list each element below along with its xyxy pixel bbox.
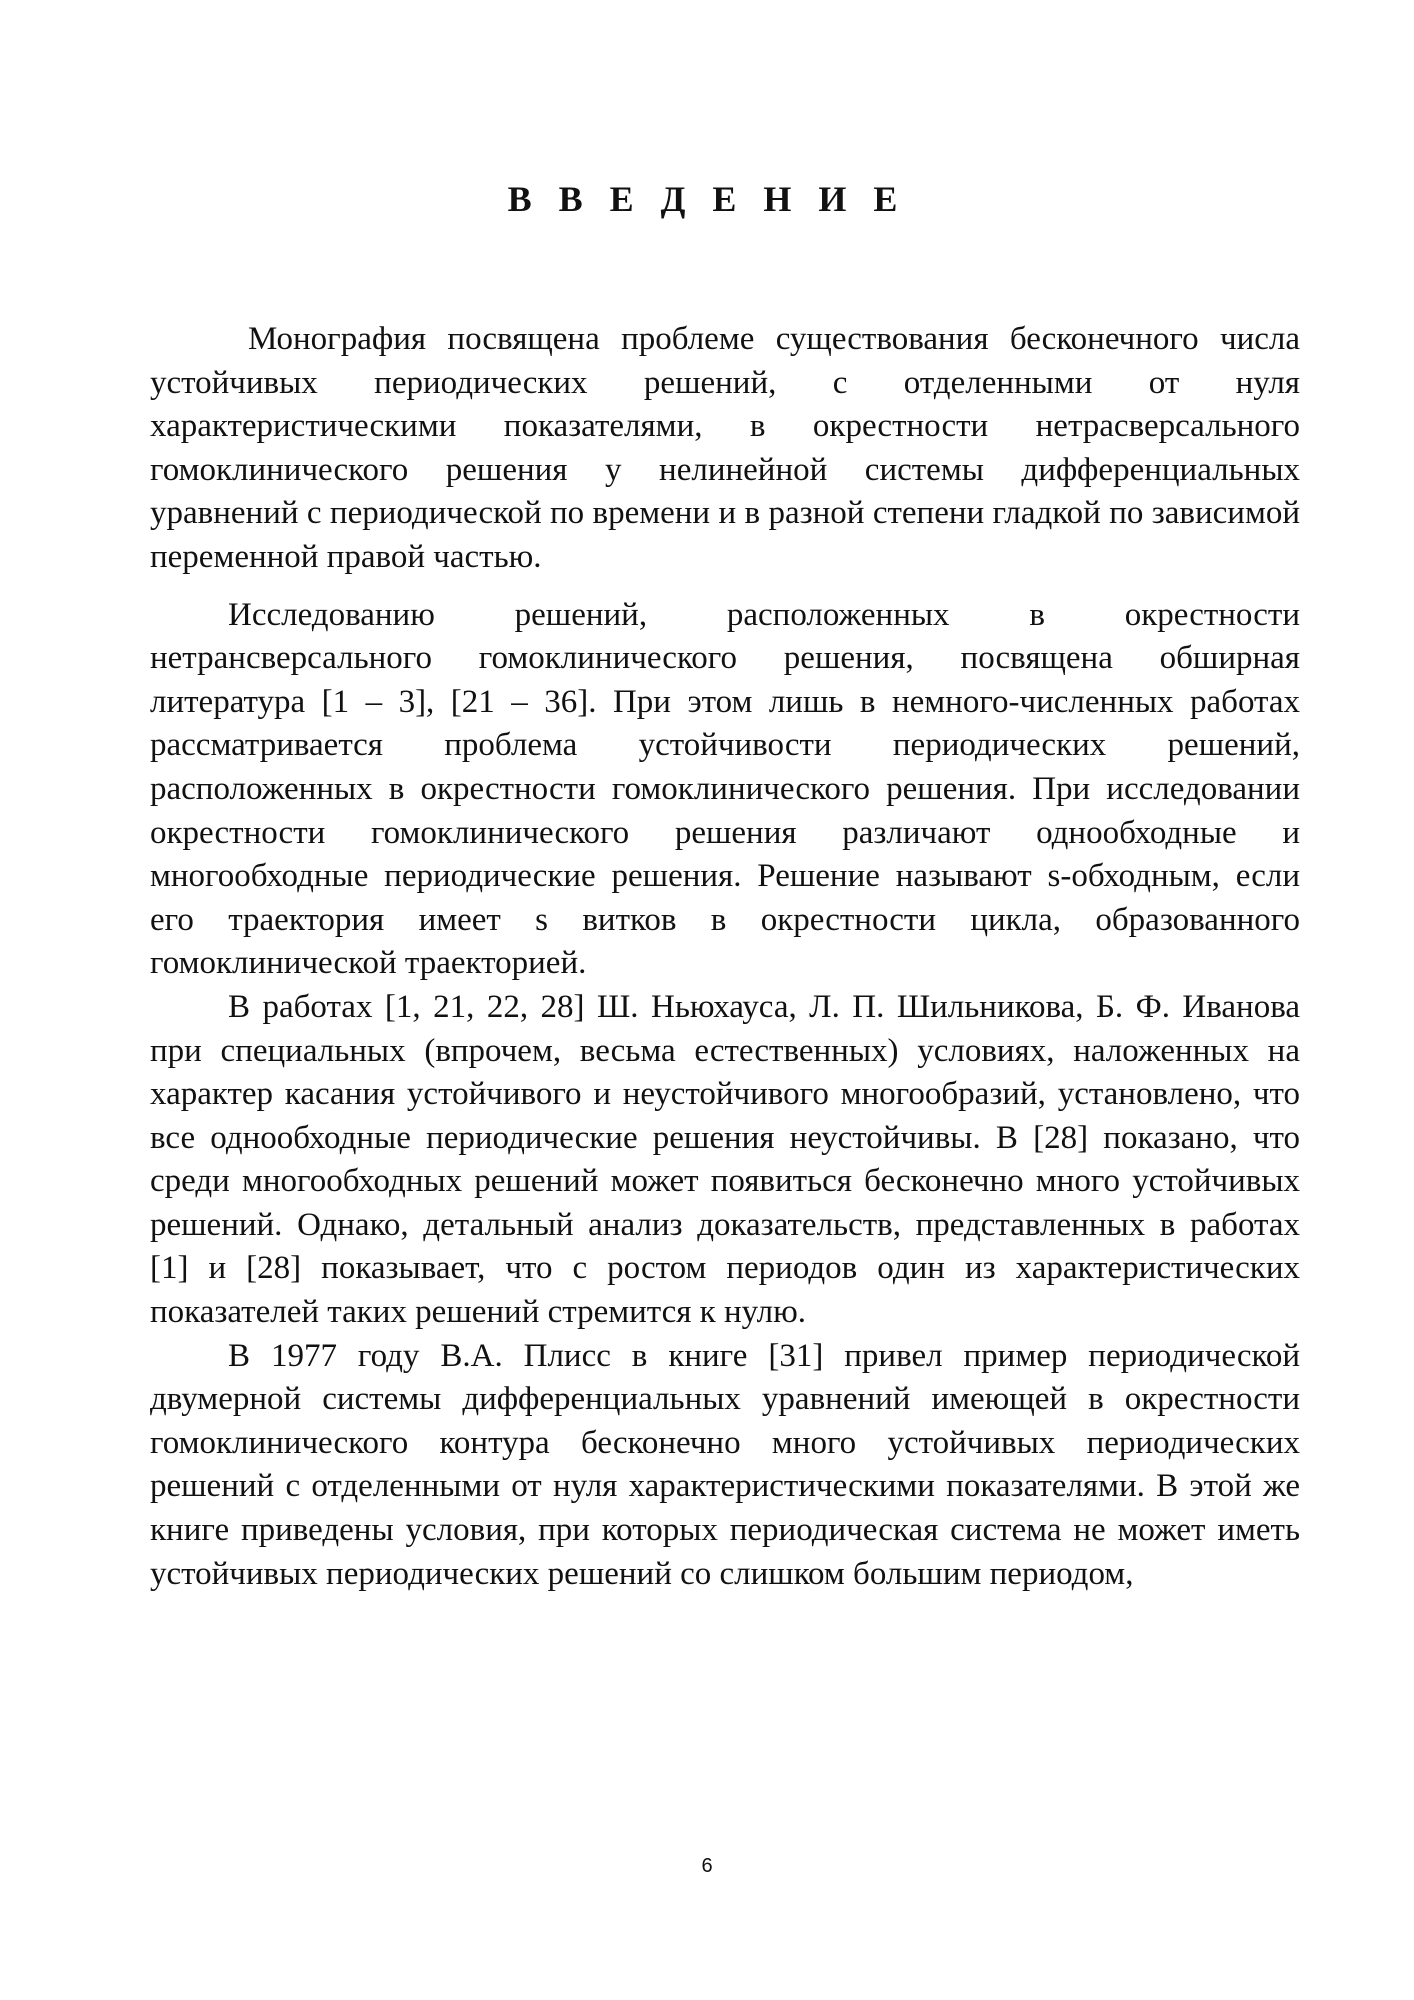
body-text: [150, 318, 1300, 1596]
paragraph-1: Монография посвящена проблеме существования бесконечного числа устойчивых периодических решений, с отделенными от нуля характеристическими показателями, в окрестности нетрасверсального гомоклинического решения у нелинейной системы дифференциальных уравнений с периодической по времени и в разной степени гладкой по зависимой переменной правой частью.: [150, 321, 1300, 575]
paragraph-4: В 1977 году В.А. Плисс в книге [31] привел пример периодической двумерной системы дифференциальных уравнений имеющей в окрестности гомоклинического контура бесконечно много устойчивых периодических решений с отделенными от нуля характеристическими показателями. В этой же книге приведены условия, при которых периодическая система не может иметь устойчивых периодических решений со слишком большим периодом,: [150, 1337, 1300, 1592]
paragraph-2: Исследованию решений, расположенных в окрестности нетрансверсального гомоклинического решения, посвящена обширная литература [1 – 3], [21 – 36]. При этом лишь в немного-численных работах рассматривается проблема устойчивости периодических решений, расположенных в окрестности гомоклинического решения. При исследовании окрестности гомоклинического решения различают однообходные и многообходные периодические решения. Решение называют s-обходным, если его траектория имеет s витков в окрестности цикла, образованного гомоклинической траекторией.: [150, 596, 1300, 982]
page-number: 6: [701, 1855, 713, 1877]
paragraph-3: В работах [1, 21, 22, 28] Ш. Ньюхауса, Л. П. Шильникова, Б. Ф. Иванова при специальных (впрочем, весьма естественных) условиях, наложенных на характер касания устойчивого и неустойчивого многообразий, установлено, что все однообходные периодические решения неустойчивы. В [28] показано, что среди многообходных решений может появиться бесконечно много устойчивых решений. Однако, детальный анализ доказательств, представленных в работах [1] и [28] показывает, что с ростом периодов один из характеристических показателей таких решений стремится к нулю.: [150, 988, 1300, 1331]
section-heading: В В Е Д Е Н И Е: [507, 179, 907, 219]
